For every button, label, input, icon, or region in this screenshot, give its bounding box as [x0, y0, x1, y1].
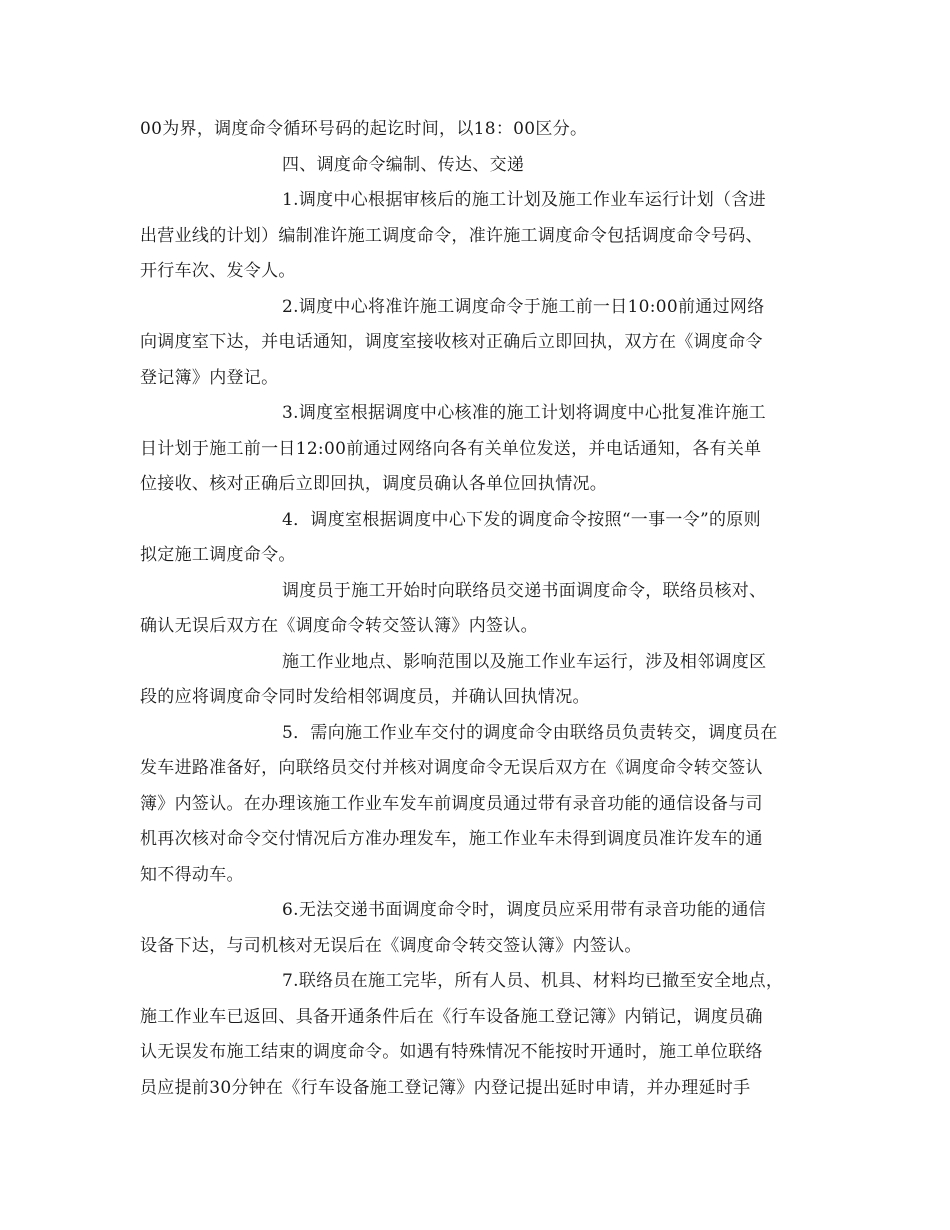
text-line: 6.无法交递书面调度命令时，调度员应采用带有录音功能的通信	[282, 900, 766, 920]
text-line: 机再次核对命令交付情况后方准办理发车，施工作业车未得到调度员准许发车的通	[140, 829, 763, 849]
text-line: 调度员于施工开始时向联络员交递书面调度命令，联络员核对、	[282, 580, 767, 601]
text-line: 员应提前30分钟在《行车设备施工登记簿》内登记提出延时申请，并办理延时手	[140, 1077, 751, 1098]
text-line: 开行车次、发令人。	[140, 261, 296, 281]
text-line: 设备下达，与司机核对无误后在《调度命令转交签认簿》内签认。	[140, 935, 642, 956]
text-line: 施工作业车已返回、具备开通条件后在《行车设备施工登记簿》内销记，调度员确	[140, 1006, 763, 1027]
text-line: 登记簿》内登记。	[140, 367, 279, 388]
text-line: 段的应将调度命令同时发给相邻调度员，并确认回执情况。	[140, 687, 590, 707]
text-line: 发车进路准备好，向联络员交付并核对调度命令无误后双方在《调度命令转交签认	[140, 758, 763, 778]
text-line: 知不得动车。	[140, 864, 244, 885]
text-line: 出营业线的计划）编制准许施工调度命令，准许施工调度命令包括调度命令号码、	[140, 225, 763, 246]
text-line: 认无误发布施工结束的调度命令。如遇有特殊情况不能按时开通时，施工单位联络	[140, 1042, 763, 1062]
text-line: 5．需向施工作业车交付的调度命令由联络员负责转交，调度员在	[282, 722, 778, 743]
text-line: 簿》内签认。在办理该施工作业车发车前调度员通过带有录音功能的通信设备与司	[140, 793, 763, 814]
section-heading: 四、调度命令编制、传达、交递	[282, 154, 525, 175]
text-line: 位接收、核对正确后立即回执，调度员确认各单位回执情况。	[140, 474, 608, 494]
text-line: 3.调度室根据调度中心核准的施工计划将调度中心批复准许施工	[282, 403, 766, 423]
document-body	[140, 112, 820, 1106]
text-line: 施工作业地点、影响范围以及施工作业车运行，涉及相邻调度区	[282, 651, 767, 672]
text-line: 7.联络员在施工完毕，所有人员、机具、材料均已撤至安全地点，	[282, 971, 784, 991]
text-line: 2.调度中心将准许施工调度命令于施工前一日10:00前通过网络	[282, 296, 765, 317]
text-line: 4．调度室根据调度中心下发的调度命令按照“一事一令”的原则	[282, 509, 761, 530]
text-line: 00为界，调度命令循环号码的起讫时间，以18：00区分。	[140, 119, 588, 139]
text-line: 日计划于施工前一日12:00前通过网络向各有关单位发送，并电话通知，各有关单	[140, 438, 762, 459]
text-line: 向调度室下达，并电话通知，调度室接收核对正确后立即回执，双方在《调度命令	[140, 332, 763, 352]
text-line: 1.调度中心根据审核后的施工计划及施工作业车运行计划（含进	[282, 190, 766, 210]
text-line: 确认无误后双方在《调度命令转交签认簿》内签认。	[140, 616, 538, 636]
text-line: 拟定施工调度命令。	[140, 545, 296, 565]
